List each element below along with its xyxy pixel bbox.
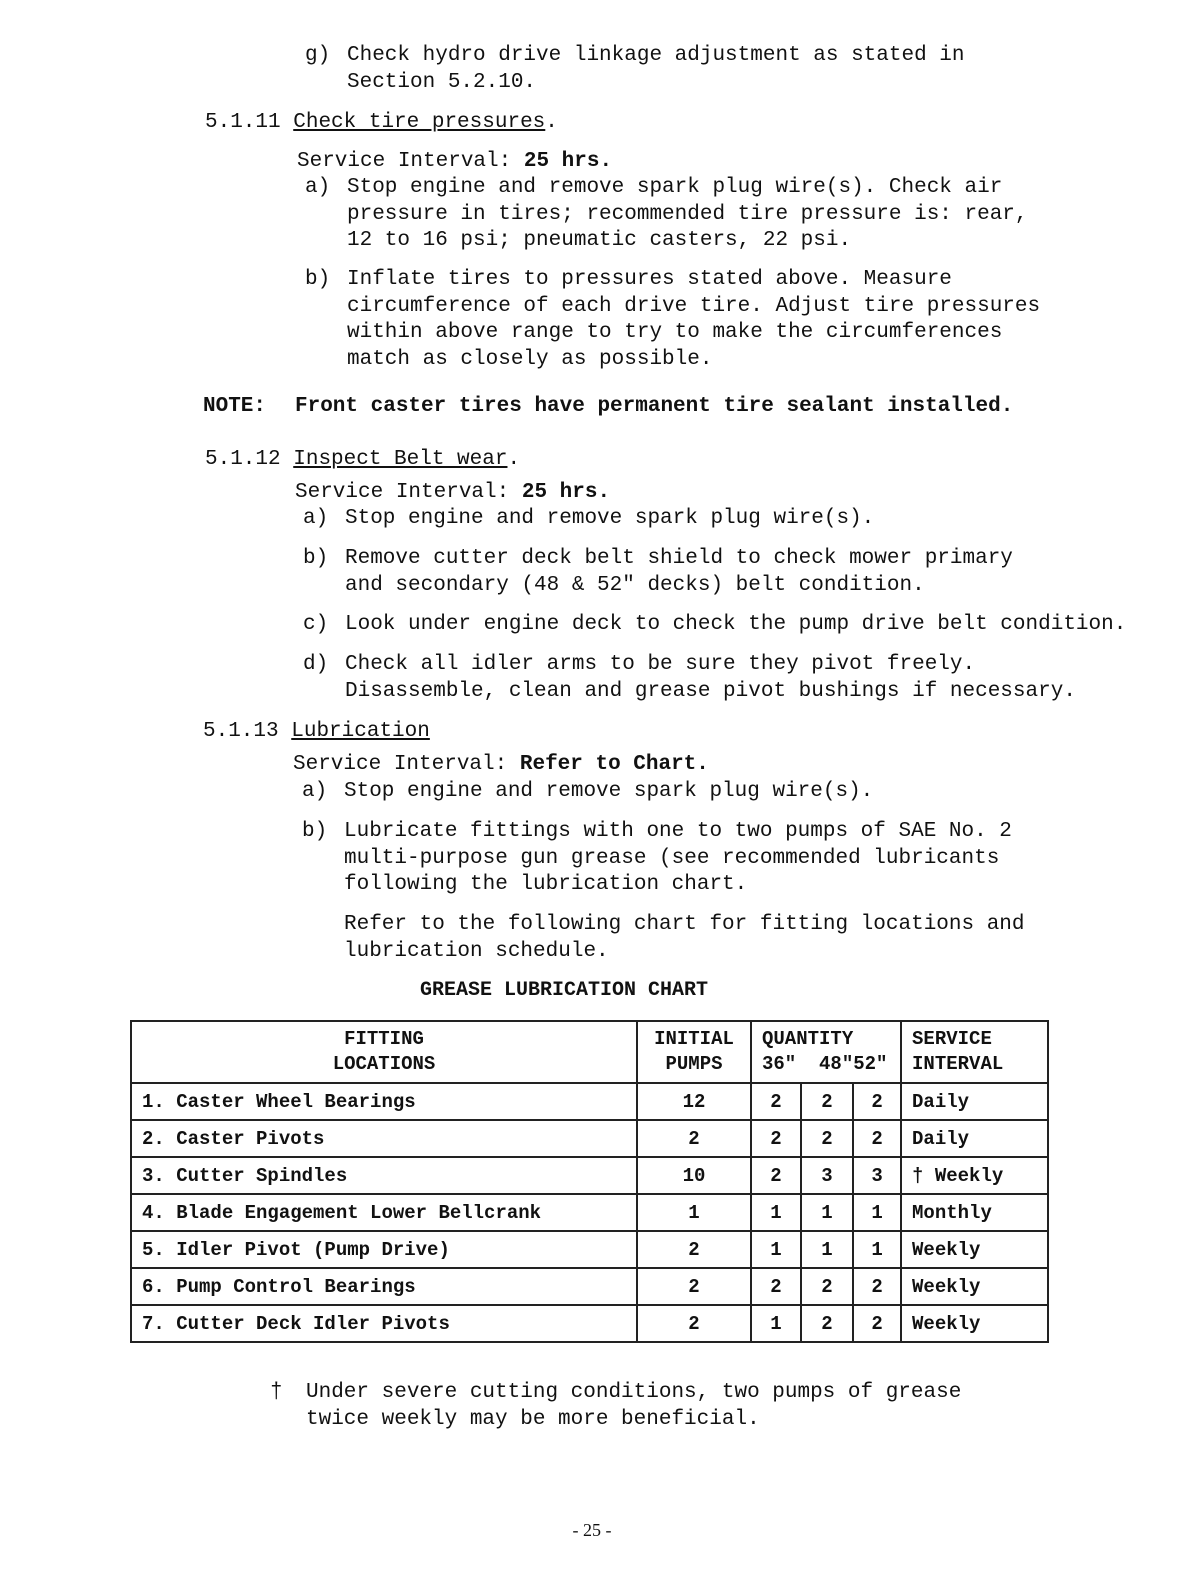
- item-text: Disassemble, clean and grease pivot bushings if necessary.: [345, 679, 1076, 703]
- initial-pumps-cell: 2: [637, 1268, 751, 1305]
- item-text: Stop engine and remove spark plug wire(s).: [344, 780, 874, 803]
- header-service-interval: [901, 1021, 1048, 1083]
- qty-36-cell: 2: [751, 1268, 801, 1305]
- section-number: 5.1.12: [205, 448, 281, 471]
- service-interval-cell: Weekly: [901, 1231, 1048, 1268]
- item-text: Section 5.2.10.: [347, 70, 537, 94]
- item-label: b): [305, 268, 331, 291]
- initial-pumps-cell: 2: [637, 1231, 751, 1268]
- item-text: Look under engine deck to check the pump drive belt condition.: [345, 613, 1127, 636]
- header-text: PUMPS: [665, 1053, 723, 1075]
- item-text: Inflate tires to pressures stated above. Measure: [347, 268, 952, 291]
- location-cell: 5. Idler Pivot (Pump Drive): [131, 1231, 637, 1268]
- item-text: Check hydro drive linkage adjustment as stated in: [347, 44, 965, 67]
- item-label: a): [305, 176, 331, 199]
- qty-52-cell: 1: [853, 1231, 901, 1268]
- table-row: [131, 1120, 1048, 1157]
- service-interval: [295, 481, 610, 504]
- footnote-text: Under severe cutting conditions, two pumps of grease: [306, 1381, 962, 1404]
- qty-36-cell: 1: [751, 1194, 801, 1231]
- item-text: Stop engine and remove spark plug wire(s).: [345, 507, 875, 530]
- item-label: a): [303, 507, 329, 530]
- page-number: - 25 -: [572, 1520, 612, 1540]
- item-b: [302, 819, 1012, 899]
- item-text: 12 to 16 psi; pneumatic casters, 22 psi.: [347, 229, 852, 252]
- qty-48-cell: 2: [801, 1305, 853, 1342]
- item-a: [303, 506, 874, 533]
- header-initial-pumps: [637, 1021, 751, 1083]
- table-row: [131, 1157, 1048, 1194]
- qty-52-cell: 2: [853, 1120, 901, 1157]
- header-text: LOCATIONS: [332, 1053, 436, 1075]
- header-text: FITTING: [344, 1028, 424, 1050]
- item-text: within above range to try to make the circumferences: [347, 321, 1003, 344]
- service-interval-cell: Daily: [901, 1083, 1048, 1120]
- qty-52-cell: 2: [853, 1268, 901, 1305]
- grease-lubrication-table: [130, 1020, 1049, 1343]
- refer-text: lubrication schedule.: [344, 939, 609, 963]
- item-text: following the lubrication chart.: [344, 873, 748, 896]
- table-row: [131, 1305, 1048, 1342]
- interval-label: Service Interval:: [295, 481, 510, 504]
- initial-pumps-cell: 1: [637, 1194, 751, 1231]
- header-text: 36" 48"52": [762, 1053, 888, 1075]
- dagger-icon: †: [270, 1381, 283, 1404]
- header-fitting-locations: [131, 1021, 637, 1083]
- item-text: multi-purpose gun grease (see recommended lubricants: [344, 846, 1000, 870]
- location-cell: 7. Cutter Deck Idler Pivots: [131, 1305, 637, 1342]
- location-cell: 1. Caster Wheel Bearings: [131, 1083, 637, 1120]
- item-text: Lubricate fittings with one to two pumps of SAE No. 2: [344, 820, 1012, 843]
- interval-value: 25 hrs.: [523, 150, 613, 173]
- qty-36-cell: 2: [751, 1120, 801, 1157]
- section-title-end: .: [507, 448, 521, 471]
- qty-52-cell: 2: [853, 1083, 901, 1120]
- interval-value: Refer to Chart.: [519, 753, 709, 776]
- item-text: match as closely as possible.: [347, 347, 713, 371]
- service-interval-cell: Weekly: [901, 1268, 1048, 1305]
- item-a: [305, 175, 1028, 255]
- service-interval-cell: Weekly: [901, 1305, 1048, 1342]
- note: [203, 395, 1013, 418]
- service-interval: [293, 753, 709, 776]
- refer-paragraph: [344, 912, 1025, 965]
- location-cell: 2. Caster Pivots: [131, 1120, 637, 1157]
- section-title: Lubrication: [291, 720, 430, 743]
- footnote-text: twice weekly may be more beneficial.: [306, 1407, 760, 1431]
- item-label: c): [303, 613, 329, 636]
- header-text: INTERVAL: [912, 1053, 1004, 1075]
- initial-pumps-cell: 10: [637, 1157, 751, 1194]
- table-header-row: [131, 1021, 1048, 1083]
- qty-48-cell: 1: [801, 1194, 853, 1231]
- section-heading-5-1-11: [205, 111, 558, 134]
- service-interval-cell: Monthly: [901, 1194, 1048, 1231]
- item-g: [305, 43, 965, 96]
- table-row: [131, 1194, 1048, 1231]
- item-label: b): [303, 547, 329, 570]
- location-cell: 4. Blade Engagement Lower Bellcrank: [131, 1194, 637, 1231]
- table-row: [131, 1268, 1048, 1305]
- service-interval: [297, 150, 612, 173]
- header-text: SERVICE: [912, 1028, 992, 1050]
- service-interval-cell: Daily: [901, 1120, 1048, 1157]
- item-text: and secondary (48 & 52" decks) belt condition.: [345, 573, 925, 597]
- qty-48-cell: 2: [801, 1083, 853, 1120]
- qty-36-cell: 2: [751, 1157, 801, 1194]
- service-interval-cell: † Weekly: [901, 1157, 1048, 1194]
- item-c: [303, 612, 1126, 639]
- qty-52-cell: 3: [853, 1157, 901, 1194]
- footnote: [270, 1380, 961, 1433]
- section-heading-5-1-12: [205, 448, 520, 471]
- note-label: NOTE:: [203, 395, 267, 418]
- interval-label: Service Interval:: [297, 150, 512, 173]
- interval-label: Service Interval:: [293, 753, 508, 776]
- qty-36-cell: 2: [751, 1083, 801, 1120]
- table-row: [131, 1083, 1048, 1120]
- section-title: Check tire pressures: [293, 111, 546, 134]
- section-number: 5.1.13: [203, 720, 279, 743]
- item-b: [305, 267, 1040, 373]
- qty-52-cell: 1: [853, 1194, 901, 1231]
- item-label: g): [305, 44, 331, 67]
- table-row: [131, 1231, 1048, 1268]
- refer-text: Refer to the following chart for fitting locations and: [344, 913, 1025, 936]
- initial-pumps-cell: 12: [637, 1083, 751, 1120]
- qty-52-cell: 2: [853, 1305, 901, 1342]
- note-text: Front caster tires have permanent tire sealant installed.: [295, 395, 1014, 418]
- qty-48-cell: 2: [801, 1120, 853, 1157]
- section-heading-5-1-13: [203, 720, 430, 743]
- qty-48-cell: 1: [801, 1231, 853, 1268]
- location-cell: 3. Cutter Spindles: [131, 1157, 637, 1194]
- header-text: INITIAL: [654, 1028, 734, 1050]
- initial-pumps-cell: 2: [637, 1305, 751, 1342]
- item-d: [303, 652, 1076, 705]
- item-a: [302, 779, 873, 806]
- qty-48-cell: 3: [801, 1157, 853, 1194]
- qty-36-cell: 1: [751, 1305, 801, 1342]
- section-title-end: .: [545, 111, 558, 134]
- header-text: QUANTITY: [762, 1028, 854, 1050]
- item-label: b): [302, 820, 328, 843]
- location-cell: 6. Pump Control Bearings: [131, 1268, 637, 1305]
- chart-title: GREASE LUBRICATION CHART: [420, 979, 709, 1002]
- item-label: d): [303, 653, 329, 676]
- item-text: pressure in tires; recommended tire pressure is: rear,: [347, 202, 1028, 226]
- header-quantity: [751, 1021, 901, 1083]
- item-label: a): [302, 780, 328, 803]
- item-b: [303, 546, 1013, 599]
- initial-pumps-cell: 2: [637, 1120, 751, 1157]
- item-text: Check all idler arms to be sure they pivot freely.: [345, 653, 976, 676]
- item-text: circumference of each drive tire. Adjust tire pressures: [347, 294, 1041, 318]
- qty-48-cell: 2: [801, 1268, 853, 1305]
- qty-36-cell: 1: [751, 1231, 801, 1268]
- section-number: 5.1.11: [205, 111, 281, 134]
- interval-value: 25 hrs.: [521, 481, 611, 504]
- item-text: Remove cutter deck belt shield to check mower primary: [345, 547, 1013, 570]
- section-title: Inspect Belt wear: [293, 448, 508, 471]
- item-text: Stop engine and remove spark plug wire(s). Check air: [347, 176, 1003, 199]
